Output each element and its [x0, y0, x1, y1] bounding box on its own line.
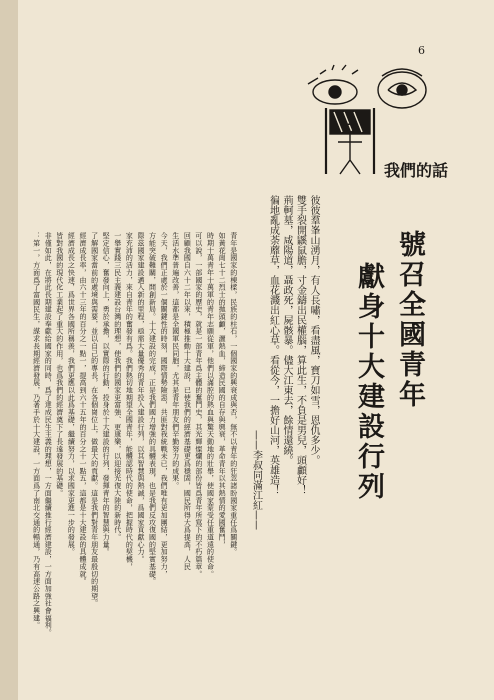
- headline-line-2: 獻身十大建設行列: [353, 262, 384, 502]
- poem-credit: ——李叔同滿江紅——: [250, 430, 262, 530]
- body-line: 堅定信心，奮發向上，勇於承擔，以實際的行動，投身於十大建設的行列，發揮青年的智慧與力量。: [102, 232, 111, 556]
- body-line: 生活水準普遍改善，這都是全國軍民同胞，尤其是青年朋友們辛勤努力的成果。: [171, 232, 180, 490]
- poem-line-2: 雙手裂開鼷鼠膽，寸金鑄出民權腦，算此生，不負是男兒，頭顱好！: [294, 195, 306, 495]
- column-title: 我們的話: [383, 161, 448, 180]
- body-line: 時期十萬青年十萬軍的青年志願從軍，他們以滿腔的熱血與驚天動地的壯舉，使國家蒙受任重道遠的使命。: [206, 232, 215, 578]
- poem: [266, 195, 320, 555]
- body-line: 可以說，一部國家的歷史，就是一部青年爲主體的奮鬥史，其光輝燦爛的部份皆爲青年所寫下的不朽篇章。: [194, 232, 203, 578]
- body-line: 皆對我國的現代化工業起了重大的作用，也爲我們的經濟奠下了長遠發展的基礎。: [55, 232, 64, 497]
- body-line: 家充沛的活力，來自青年的奮發有爲。我們熱切地期望全國青年，能體認時代的使命，把握時代的契機，: [125, 232, 134, 571]
- body-line: 了解國家當前的處境與需要，並以自己的專長，在各個崗位上，做最大的貢獻。這是我們對青年朋友最殷切的期望。: [90, 232, 99, 607]
- body-line: 今天，我們正處於一個關鍵性的時刻，國際情勢險惡，共匪對我統戰未已，我們唯有更加團結，更加努力，: [160, 232, 169, 578]
- body-line: 方能突破難關，開創新局。十大建設的完成，正是我們國力增強的具體表現，也是我們反攻復國的堅實基礎。: [148, 232, 157, 585]
- poem-line-3: 荊軻墓，咸陽道，聶政死，屍骸暴。儘大江東去，餘情還繞。: [281, 195, 292, 465]
- headline-line-1: 號召全國青年: [394, 230, 425, 410]
- body-line: 非僅如此，在將此長期建設奉獻給國家的同時，爲了達成民生主義的理想，一方面繼續推行經濟建設，一方面加強社會福利。: [44, 232, 53, 637]
- poem-line-1: 彼彼羣峯山湧月，有人長嘯，看盡風，寶刀如雪，恩仇多少。: [308, 195, 319, 465]
- eye-with-figure-icon: [308, 65, 426, 174]
- body-line: 一舉實踐三民主義建設台灣的理想，使我們的國家更富強、更康樂，以迎接光復大陸的新時代。: [113, 232, 122, 541]
- poem-line-4: 徧地亂成荼蘼草，血花濺出紅心草。看從今，一擔好山河，英雄造！: [267, 195, 279, 495]
- body-line: 如黃花崗七十二烈士的拋頭顱，灑熱血，締造民國的自存與興衰，革命青年以其熱情的愛國奮鬥，: [218, 232, 227, 549]
- body-line: ：第一，方面爲了富國民生，謀求長期經濟發展，乃著手於十大建設，一方面爲了南北交通的暢通，乃有高速公路之興建。: [32, 232, 41, 629]
- page-edge: [0, 0, 18, 700]
- body-line: 經濟成長之快速，爲世界各國所稱羨，我們更應以此爲基礎，繼續努力，以求國家更進一步的發展。: [67, 232, 76, 556]
- body-line: 際茲國家建設邁入新的里程，亟需大量優秀的青年投入建設行列，以其智慧與熱誠，爲國家貢獻心力。: [136, 232, 145, 563]
- body-line: 經濟成長率，由六十三年的百分之一點一，提高到六十五年的百分之十一點五，這都是十大建設的具體成就。: [78, 232, 87, 585]
- page-number: 6: [418, 44, 425, 57]
- body-line: 青年是國家的棟樑，民族的柱石，一個國家的興衰成與否，無不以青年的狂忽諸盼國家重任爲關鍵。: [229, 232, 238, 556]
- column-emblem: [290, 62, 450, 192]
- body-line: 回顧我國自六十二年以來，積極推動十大建設，已使我們的經濟基礎更爲穩固，國民所得大爲提高，人民: [183, 232, 192, 571]
- article-body: [30, 232, 239, 672]
